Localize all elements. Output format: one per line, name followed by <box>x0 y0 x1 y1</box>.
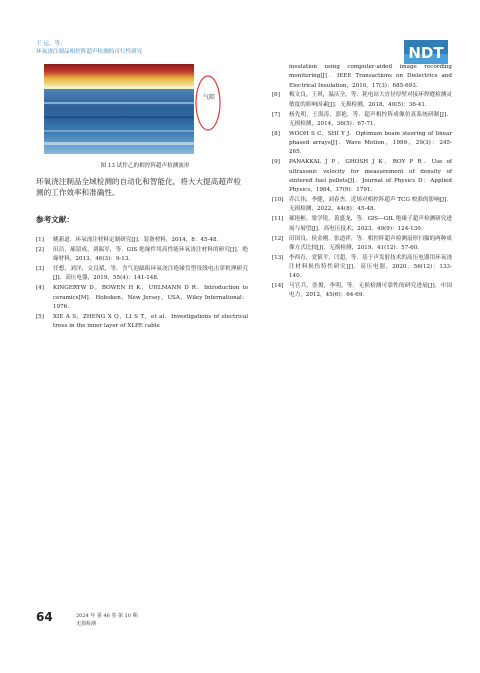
header-title: 环氧浇注制品相控阵超声检测的可行性研究 <box>36 49 143 55</box>
reference-item <box>36 265 248 284</box>
body-paragraph: 环氧浇注制品全域检测的自动化和智能化，将大大提高超声检测的工作效率和准确性。 <box>36 177 242 197</box>
logo-text: NDT <box>408 44 444 62</box>
reference-number: [14] <box>272 283 284 290</box>
reference-number: [5] <box>36 313 44 320</box>
reference-number: [2] <box>36 246 44 253</box>
reference-number: [4] <box>36 285 44 292</box>
reference-number: [13] <box>272 254 284 261</box>
page-footer <box>76 612 138 628</box>
reference-text: 任想，刘洋，文良斌，等．含气泡缺陷环氧浇注绝缘管型母线电击穿机理研究[J]．高压电器，2019，55(4)：141-148． <box>53 266 248 282</box>
references-column-left <box>36 236 248 332</box>
reference-text: 姚新道．环氧浇注材料定制研究[J]．装备材料，2014，8：45-48． <box>53 237 223 243</box>
reference-item <box>36 246 248 265</box>
reference-text: PANAKKAL J P，GHOSH J K，ROY P R．Use of ultrasonic velocity for measurement of density of sintered fuel pellets[J]．Journal of Physics D：Applied Physics，1984，17(9)：1791． <box>289 159 452 194</box>
reference-number: [11] <box>272 216 284 223</box>
reference-text: 马官兵，张俊，李明，等．无损检测可靠性的研究进展[J]．中国电力，2012，45(6)：64-69． <box>289 283 452 299</box>
reference-text: XIE A S，ZHENG X Q，LI S T，et al．Investigations of electrical trees in the inner layer of XLPE cable <box>53 313 248 330</box>
references-heading: 参考文献： <box>36 215 74 224</box>
reference-text: 乔江伟，李健，刘春杰．近场对相控阵超声 TCG 校准的影响[J]．无损检测，2022，44(8)：45-48． <box>289 197 452 213</box>
reference-item <box>272 158 452 195</box>
reference-number: [12] <box>272 235 284 242</box>
reference-number: [8] <box>272 130 280 137</box>
reference-text: 杨先明，王海涛，郭艳，等．超声相控阵成像仿真系统研制[J]．无损检测，2014，36(5)：67-71． <box>289 111 452 127</box>
figure-13-waveform <box>36 58 254 156</box>
reference-text: KINGERYW D，BOWEN H K，UHLMANN D R．Introduction to ceramics[M]．Hoboken，New Jersey，USA，Wiley International：1976． <box>53 285 248 310</box>
reference-text: WOOH S C，SHI Y J．Optimum beam steering of linear phased arrays[J]．Wave Motion，1999，29(3)：245-265． <box>289 130 452 156</box>
header-authors: 王 运，等： <box>36 41 66 47</box>
reference-text: 郝艳彬，梁学锐，黄盛龙，等．GIS—GIL 绝缘子超声检测研究进展与展望[J]．高电压技术，2023，49(9)：124-130． <box>289 216 452 232</box>
reference-item <box>272 235 452 254</box>
reference-item <box>36 313 248 332</box>
reference-item <box>36 236 248 245</box>
reference-number: [6] <box>272 92 280 99</box>
reference-text: 李西育，党镇平，闫超，等．基于声发射技术的高压电器用环氧浇注材料损伤特性研究[J]．高压电器，2020，56(12)：133-140． <box>289 254 452 280</box>
figure-caption: 图 13 试件乙的相控阵超声检测波形 <box>100 163 190 169</box>
reference-continuation: insulation using computer-aided image recording monitoring[J]．IEEE Transactions on Dielectrics and Electrical Insulation，2010，17(3)：685-693． <box>289 64 452 89</box>
reference-item <box>36 284 248 312</box>
reference-item <box>272 130 452 158</box>
page-number: 64 <box>36 610 53 624</box>
air-gap-label: 气隙 <box>203 94 216 101</box>
reference-text: 田洁，郝留成，刘瑞军，等．GIS 绝缘件用高性能环氧浇注材料的研究[J]．绝缘材料，2013，46(3)：9-13． <box>53 246 248 263</box>
reference-item <box>272 254 452 282</box>
reference-text: 梅文良，王琪，温庆全，等．耗电站大直径厚壁对接环焊缝检测灵敏度的影响因素[J]．无损检测，2018，40(5)：36-41． <box>289 92 452 108</box>
references-column-right <box>272 63 452 301</box>
reference-number: [1] <box>36 237 44 243</box>
reference-item <box>272 215 452 234</box>
reference-item <box>272 91 452 110</box>
reference-number: [10] <box>272 197 284 204</box>
reference-number: [7] <box>272 111 280 118</box>
ndt-logo <box>404 40 448 64</box>
running-header <box>36 40 142 56</box>
reference-number: [9] <box>272 159 280 166</box>
reference-item <box>272 282 452 301</box>
reference-item <box>272 111 452 130</box>
reference-item <box>272 196 452 215</box>
footer-issue: 2024 年 第 46 卷 第 10 期 <box>76 613 138 619</box>
reference-number: [3] <box>36 266 44 273</box>
reference-text: 田国良，侯金刚，张道祥，等．相控阵超声检测扇形扫描的两种成像方式比较[J]．无损检测，2019，41(12)：57-60． <box>289 235 452 251</box>
footer-journal: 无损检测 <box>76 621 97 627</box>
